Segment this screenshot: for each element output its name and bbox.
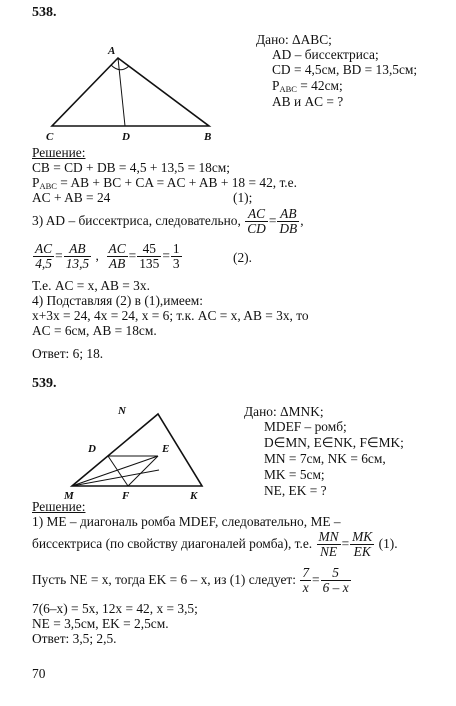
solution-538-line-6: Т.е. AC = x, AB = 3x. <box>32 278 150 293</box>
label-N: N <box>118 405 126 417</box>
solution-539-line-3: Пусть NE = x, тогда EK = 6 – x, из (1) следует: $\frac{7}{x}$ = $\frac{5}{6 - x}$ <box>32 565 349 596</box>
solution-538-line-7: 4) Подставляя (2) в (1),имеем: <box>32 293 204 308</box>
figure-539-triangle <box>58 400 218 502</box>
solution-538-line-4: 3) AD – биссектриса, следовательно, $\frac{AC}{CD}$ = $\frac{AB}{DB}$ , <box>32 206 304 237</box>
label-C: C <box>46 131 54 143</box>
label-K: K <box>190 490 198 502</box>
label-A: A <box>108 45 116 57</box>
given-539-line-4: MK = 5см; <box>264 467 325 482</box>
solution-538-line-2: $P_{ABC}$ = AB + BC + CA = AC + AB + 18 = 42, т.е. <box>32 175 297 191</box>
label-F: F <box>122 490 130 502</box>
given-538-line-4: AB и AC = ? <box>272 94 344 109</box>
given-539-line-3: MN = 7см, NK = 6см, <box>264 451 386 466</box>
solution-538-line-9: AC = 6см, AB = 18см. <box>32 323 157 338</box>
problem-539-number: 539. <box>32 376 57 391</box>
page-number: 70 <box>32 666 46 681</box>
solution-539-line-2: биссектриса (по свойству диагоналей ромба), т.е. $\frac{MN}{NE}$ = $\frac{MK}{EK}$ (1). <box>32 529 398 560</box>
solution-538-line-3b: (1); <box>233 190 253 205</box>
given-539-line-2: D∈MN, E∈NK, F∈MK; <box>264 435 404 450</box>
solution-538-line-8: x+3x = 24, 4x = 24, x = 6; т.к. AC = x, AB = 3x, то <box>32 308 309 323</box>
solution-539-line-1: 1) ME – диагональ ромба MDEF, следовательно, ME – <box>32 514 341 529</box>
given-538-line-2: CD = 4,5см, BD = 13,5см; <box>272 62 418 77</box>
label-D: D <box>88 443 96 455</box>
label-M: M <box>64 490 74 502</box>
label-E: E <box>162 443 170 455</box>
solution-539-line-4: 7(6–x) = 5x, 12x = 42, x = 3,5; <box>32 601 198 616</box>
solution-538-tag-2: (2). <box>233 250 252 265</box>
solution-538-line-1: CB = CD + DB = 4,5 + 13,5 = 18см; <box>32 160 231 175</box>
answer-538: Ответ: 6; 18. <box>32 346 104 361</box>
answer-539: Ответ: 3,5; 2,5. <box>32 631 117 646</box>
solution-538-line-3a: AC + AB = 24 <box>32 190 111 205</box>
given-538-perimeter: $P_{ABC} = 42см$; <box>272 78 343 94</box>
given-539-line-5: NE, EK = ? <box>264 483 327 498</box>
solution-538-title: Решение: <box>32 145 86 160</box>
solution-538-line-5: $\frac{AC}{4,5}$ = $\frac{AB}{13,5}$ , $\frac{AC}{AB}$ = $\frac{45}{135}$ = $\frac{1}{3}$ <box>35 241 180 272</box>
solution-539-title: Решение: <box>32 499 86 514</box>
given-538-title: Дано: ΔABC; <box>256 32 332 47</box>
problem-538-number: 538. <box>32 5 57 20</box>
given-538-line-1: AD – биссектриса; <box>272 47 379 62</box>
label-B: B <box>204 131 212 143</box>
figure-538-triangle <box>38 40 228 144</box>
label-D: D <box>122 131 130 143</box>
given-539-line-1: MDEF – ромб; <box>264 419 347 434</box>
solution-539-line-5: NE = 3,5см, EK = 2,5см. <box>32 616 169 631</box>
given-539-title: Дано: ΔMNK; <box>244 404 324 419</box>
